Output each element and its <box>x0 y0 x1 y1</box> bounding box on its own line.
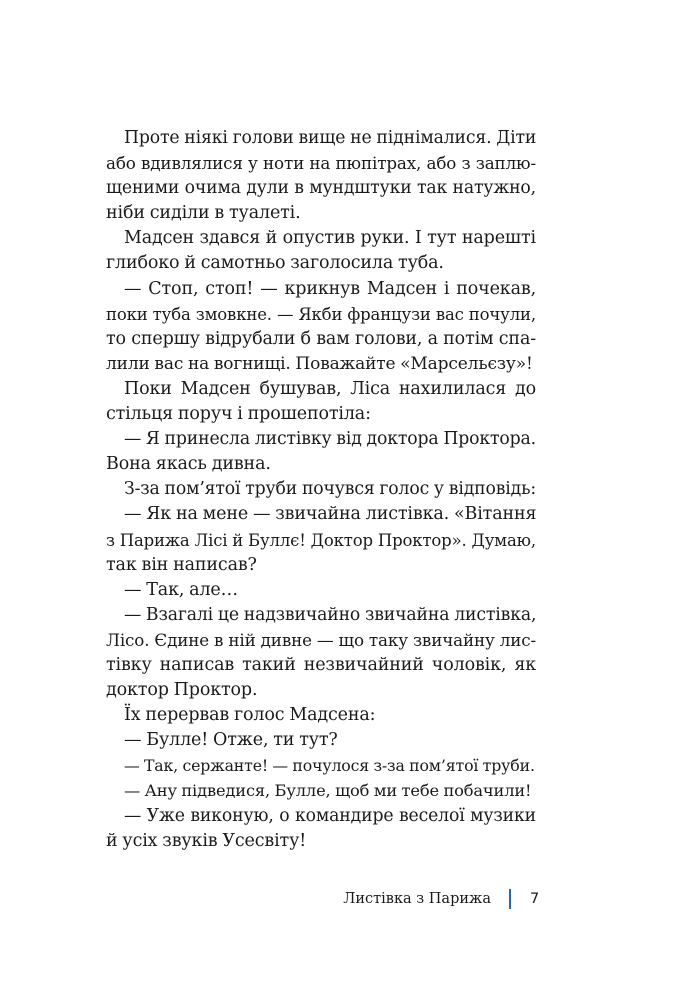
text-line: ніби сиділи в туалеті. <box>106 203 301 224</box>
text-line: стільця поруч і прошепотіла: <box>106 404 371 425</box>
page-number: 7 <box>530 891 540 907</box>
text-line: з Парижа Лісі й Буллє! Доктор Проктор». Думаю, <box>106 530 536 550</box>
footer-divider <box>509 889 511 909</box>
text-line: лили вас на вогнищі. Поважайте «Марсельєзу»! <box>106 353 533 374</box>
text-line: так він написав? <box>106 554 257 575</box>
text-line: — Так, сержанте! — почулося з-за пом’ятої труби. <box>124 756 535 776</box>
text-line: — Ану підведися, Булле, щоб ми тебе побачили! <box>124 781 532 801</box>
text-line: або вдивлялися у ноти на пюпітрах, або з заплю- <box>106 153 536 174</box>
text-line: доктор Проктор. <box>106 680 258 701</box>
text-line: то спершу відрубали б вам голови, а потім спа- <box>106 328 536 349</box>
text-line: поки туба змовкне. — Якби французи вас почули, <box>106 304 536 324</box>
body-text <box>106 126 536 854</box>
text-line: — Я принесла листівку від доктора Проктора. <box>124 429 536 450</box>
text-line: Проте ніякі голови вище не піднімалися. Діти <box>124 128 537 148</box>
text-line: — Уже виконую, о командире веселої музики <box>124 805 536 826</box>
text-line: Мадсен здався й опустив руки. І тут нарешті <box>124 228 536 249</box>
text-line: тівку написав такий незвичайний чоловік, як <box>106 654 536 675</box>
text-line: щеними очима дули в мундштуки так натужно, <box>106 178 536 199</box>
text-line: й усіх звуків Усесвіту! <box>106 830 307 851</box>
text-line: Їх перервав голос Мадсена: <box>124 705 376 726</box>
text-line: глибоко й самотньо заголосила туба. <box>106 253 444 274</box>
text-line: Вона якась дивна. <box>106 454 271 475</box>
page-footer <box>0 887 683 911</box>
text-line: Поки Мадсен бушував, Ліса нахилилася до <box>124 378 536 399</box>
text-line: Лісо. Єдине в ній дивне — що таку звичайну лис- <box>106 629 536 650</box>
text-line: З-за пом’ятої труби почувся голос у відповідь: <box>124 479 537 500</box>
running-title: Листівка з Парижа <box>343 891 491 907</box>
text-line: — Стоп, стоп! — крикнув Мадсен і почекав, <box>124 278 536 299</box>
text-line: — Як на мене — звичайна листівка. «Вітання <box>124 504 537 525</box>
text-line: — Булле! Отже, ти тут? <box>124 730 338 751</box>
text-line: — Взагалі це надзвичайно звичайна листівка, <box>124 604 537 625</box>
text-line: — Так, але… <box>124 579 238 600</box>
